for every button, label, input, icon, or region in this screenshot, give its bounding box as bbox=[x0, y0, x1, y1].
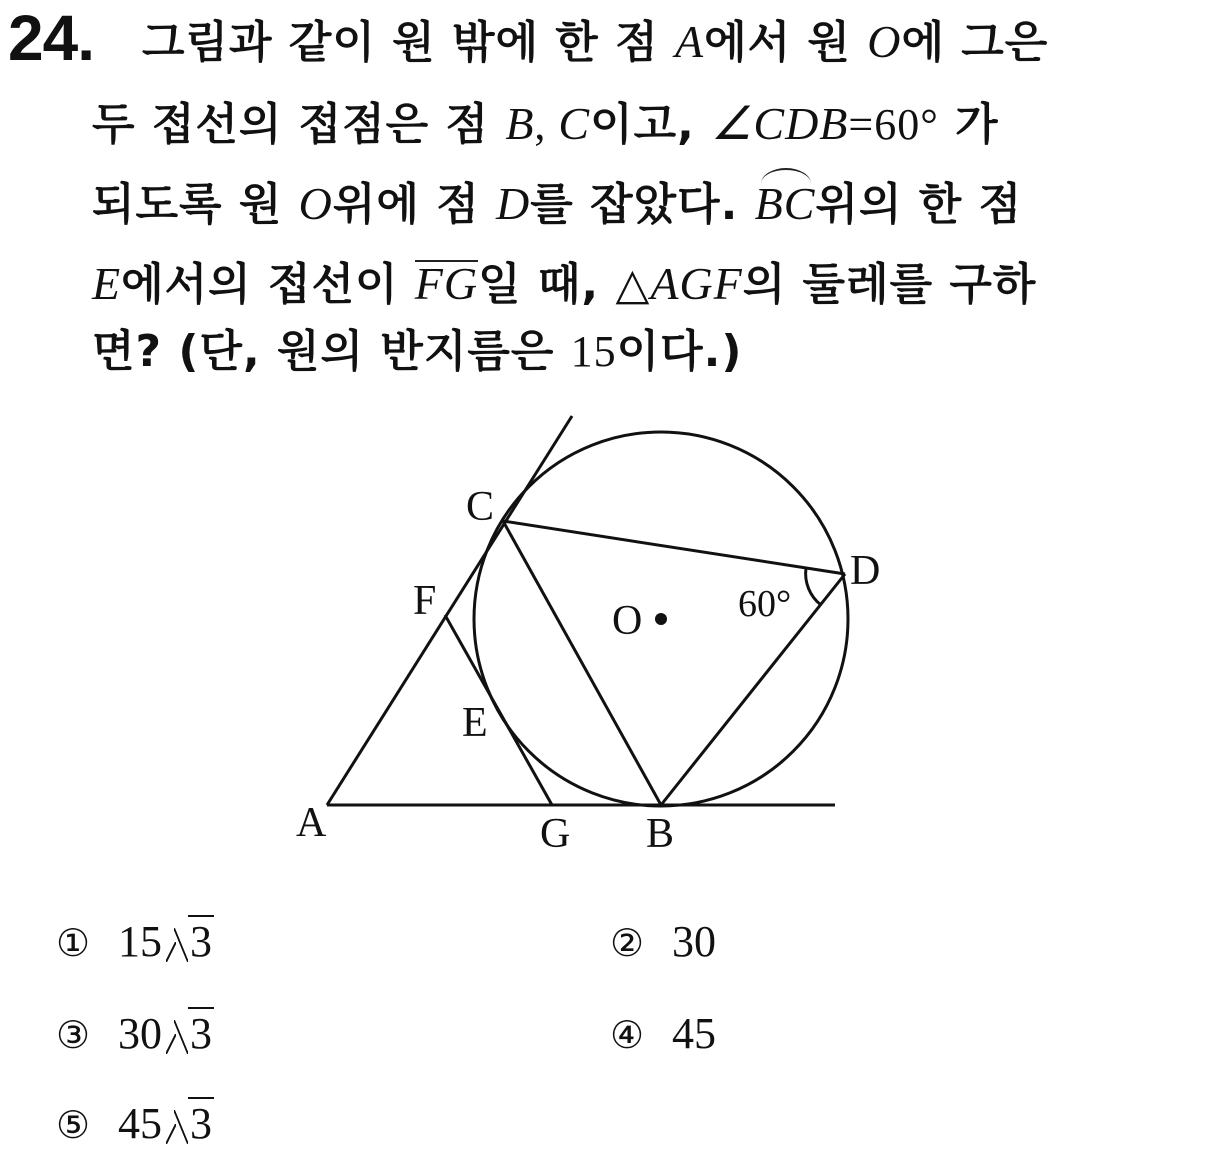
radicand: 3 bbox=[190, 917, 212, 966]
math-triangle-symbol: △ bbox=[615, 260, 651, 309]
math-point-c: C bbox=[558, 98, 591, 149]
math-triangle-agf: AGF bbox=[650, 258, 743, 309]
question-text: 를 잡았다. bbox=[530, 179, 755, 230]
question-text: 위에 점 bbox=[332, 179, 497, 230]
question-number: 24. bbox=[8, 2, 94, 74]
option-4[interactable] bbox=[610, 1006, 716, 1063]
label-c: C bbox=[466, 484, 495, 530]
label-e: E bbox=[462, 700, 488, 746]
question-text: 일 때, bbox=[478, 259, 616, 310]
math-equals: = bbox=[848, 100, 875, 149]
label-b: B bbox=[646, 811, 675, 857]
option-marker: ④ bbox=[610, 1013, 645, 1057]
math-point-a: A bbox=[674, 16, 705, 67]
math-circle-o: O bbox=[298, 178, 333, 229]
option-3[interactable] bbox=[56, 1006, 214, 1063]
math-angle-value: 60 bbox=[874, 100, 921, 149]
question-text: 면? (단, 원의 반지름은 bbox=[92, 326, 571, 377]
math-comma: , bbox=[534, 100, 559, 149]
radicand: 3 bbox=[190, 1009, 212, 1058]
math-radius-value: 15 bbox=[570, 327, 617, 376]
angle-label-60: 60° bbox=[738, 583, 792, 625]
math-circle-o: O bbox=[867, 16, 902, 67]
sqrt-symbol bbox=[166, 1006, 214, 1062]
sqrt-symbol bbox=[166, 914, 214, 970]
center-dot bbox=[655, 613, 667, 625]
option-marker: ③ bbox=[56, 1013, 91, 1057]
option-value: 15 bbox=[118, 917, 162, 966]
option-2[interactable] bbox=[610, 914, 716, 971]
question-text: 의 둘레를 구하 bbox=[742, 259, 1037, 310]
math-angle-cdb: ∠CDB bbox=[711, 98, 849, 149]
option-5[interactable] bbox=[56, 1096, 214, 1153]
label-f: F bbox=[413, 578, 437, 624]
math-segment-fg: FG bbox=[414, 258, 479, 309]
question-text: 위의 한 점 bbox=[815, 179, 1023, 230]
question-text: 에 그은 bbox=[901, 17, 1049, 68]
option-value: 30 bbox=[118, 1009, 162, 1058]
radicand: 3 bbox=[190, 1099, 212, 1148]
angle-arc-d bbox=[806, 568, 821, 605]
option-marker: ⑤ bbox=[56, 1103, 91, 1147]
option-value: 45 bbox=[672, 1009, 716, 1058]
label-d: D bbox=[850, 548, 881, 594]
option-marker: ① bbox=[56, 921, 91, 965]
option-marker: ② bbox=[610, 921, 645, 965]
math-degree: ° bbox=[920, 100, 939, 149]
question-text: 에서 원 bbox=[704, 17, 868, 68]
math-arc-bc: BC bbox=[755, 176, 816, 232]
question-text: 에서의 접선이 bbox=[121, 259, 415, 310]
math-point-d: D bbox=[496, 178, 531, 229]
math-point-e: E bbox=[92, 258, 122, 309]
option-value: 30 bbox=[672, 917, 716, 966]
question-text: 그림과 같이 원 밖에 한 점 bbox=[142, 17, 675, 68]
label-a: A bbox=[296, 800, 327, 846]
chord-cd bbox=[503, 521, 845, 574]
label-o: O bbox=[612, 598, 643, 644]
question-text: 이다.) bbox=[616, 326, 743, 377]
tangent-line-ac bbox=[327, 416, 572, 805]
question-text: 되도록 원 bbox=[92, 179, 299, 230]
question-text: 두 접선의 접점은 점 bbox=[92, 99, 506, 150]
option-1[interactable] bbox=[56, 914, 214, 971]
label-g: G bbox=[540, 811, 571, 857]
question-text: 이고, bbox=[590, 99, 712, 150]
math-point-b: B bbox=[505, 98, 535, 149]
option-value: 45 bbox=[118, 1099, 162, 1148]
sqrt-symbol bbox=[166, 1096, 214, 1152]
question-text: 가 bbox=[938, 99, 999, 150]
